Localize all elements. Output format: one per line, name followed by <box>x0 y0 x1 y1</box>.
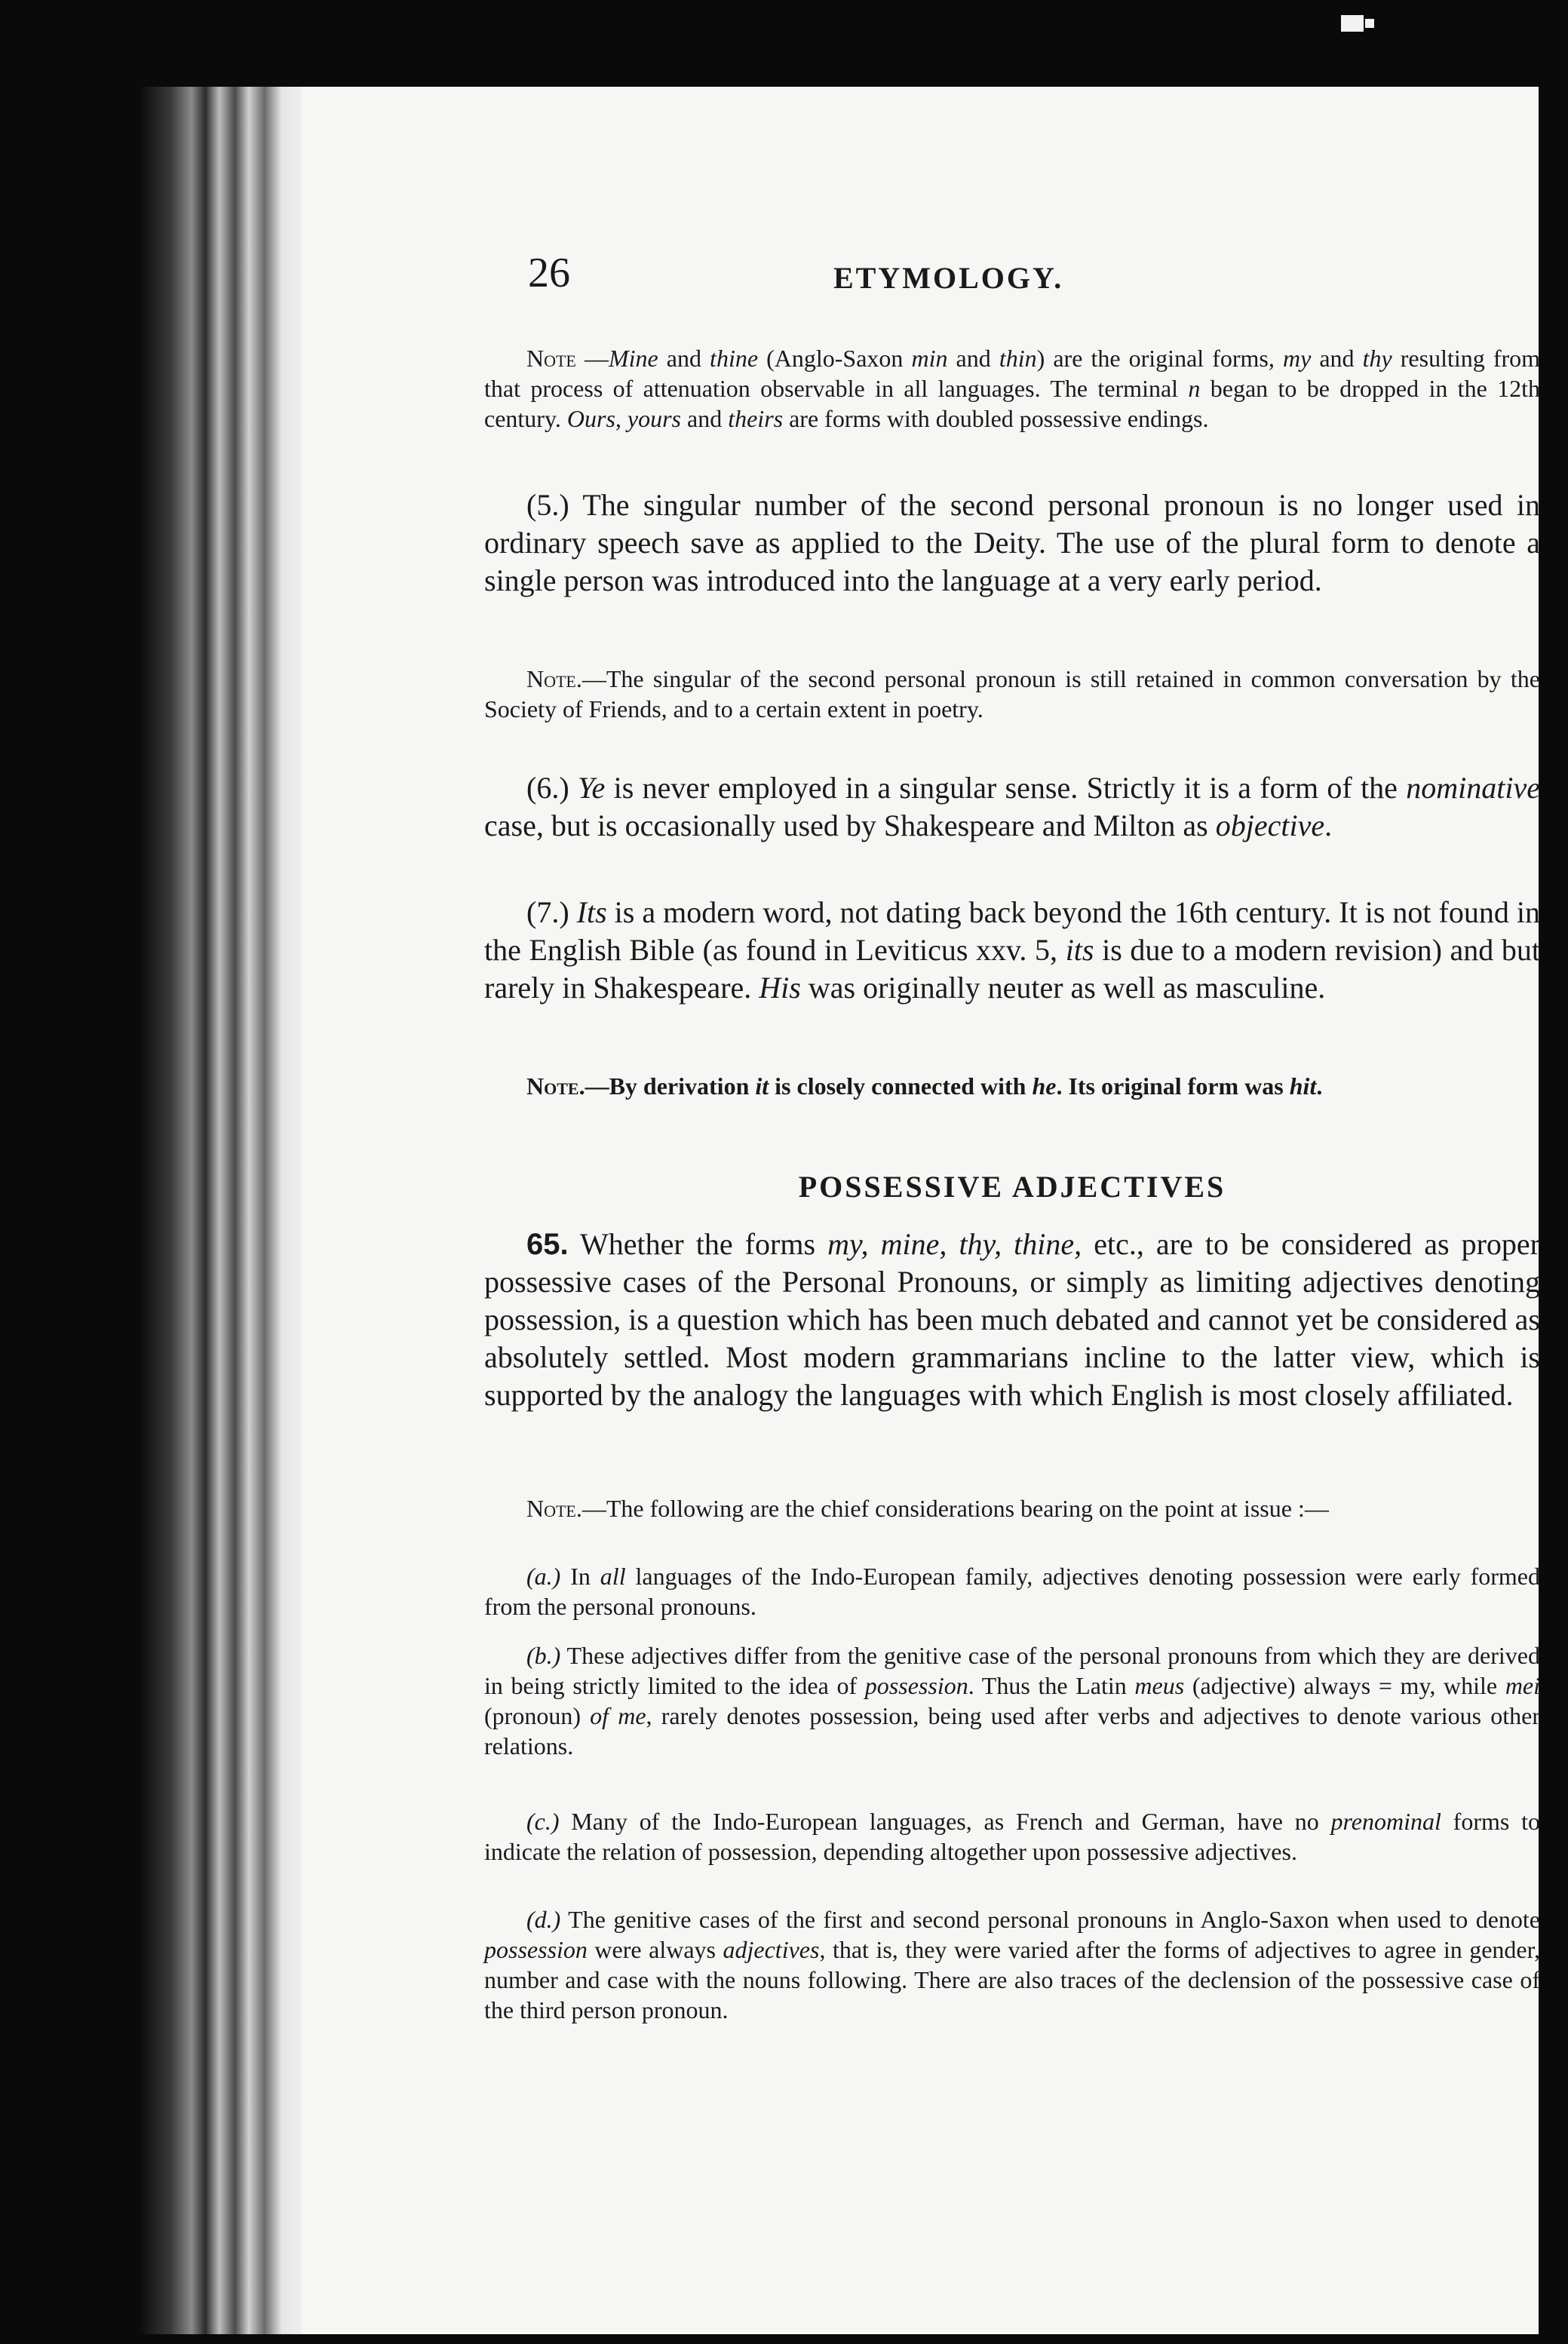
list-item-a: (a.) In all languages of the Indo-European family, adjectives denoting possession were early formed from the personal pronouns. <box>484 1563 1541 1620</box>
note-label: Note <box>526 345 576 372</box>
section-number: 65. <box>526 1228 569 1261</box>
scan-speck <box>1341 15 1364 32</box>
note-2: Note.—The singular of the second personal pronoun is still retained in common conversation by the Society of Friends, and to a certain extent in poetry. <box>484 665 1540 723</box>
note-4: Note.—The following are the chief considerations bearing on the point at issue :— <box>526 1495 1329 1522</box>
note-label: Note <box>526 665 576 692</box>
note-label: Note <box>526 1072 579 1100</box>
page-number: 26 <box>528 250 570 296</box>
paragraph-number: (6.) <box>526 771 569 805</box>
note-3: Note.—By derivation it is closely connected with he. Its original form was hit. <box>526 1072 1323 1100</box>
paragraph-5: (5.) The singular number of the second personal pronoun is no longer used in ordinary speech save as applied to the Deity. The use of the plural form to denote a single person was introduced into the language at a very early period. <box>484 488 1540 597</box>
paragraph-7: (7.) Its is a modern word, not dating back beyond the 16th century. It is not found in the English Bible (as found in Leviticus xxv. 5, its is due to a modern revision) and but rarely in Shakespeare. His was originally neuter as well as masculine. <box>484 895 1541 1005</box>
section-heading: POSSESSIVE ADJECTIVES <box>798 1170 1226 1204</box>
scan-speck <box>1365 19 1374 28</box>
list-label: (b.) <box>526 1642 561 1669</box>
page-content <box>226 181 1541 2293</box>
paragraph-65: 65. Whether the forms my, mine, thy, thine, etc., are to be considered as proper possessive cases of the Personal Pronouns, or simply as limiting adjectives denoting possession, is a question which has been much debated and cannot yet be considered as absolutely settled. Most modern grammarians incline to the latter view, which is supported by the analogy the languages with which English is most closely affiliated. <box>484 1227 1540 1412</box>
list-label: (d.) <box>526 1906 561 1933</box>
running-head: ETYMOLOGY. <box>833 261 1064 295</box>
paragraph-number: (7.) <box>526 895 569 929</box>
paragraph-number: (5.) <box>526 488 569 522</box>
list-item-c: (c.) Many of the Indo-European languages, as French and German, have no prenominal forms to indicate the relation of possession, depending altogether upon possessive adjectives. <box>484 1808 1541 1865</box>
list-item-b: (b.) These adjectives differ from the genitive case of the personal pronouns from which they are derived in being strictly limited to the idea of possession. Thus the Latin meus (adjective) always = my, while mei (pronoun) of me, rarely denotes possession, being used after verbs and adjectives to denote various other relations. <box>484 1642 1541 1760</box>
note-label: Note <box>526 1495 576 1522</box>
note-1: Note —Mine and thine (Anglo-Saxon min and thin) are the original forms, my and thy resulting from that process of attenuation observable in all languages. The terminal n began to be dropped in the 12th century. Ours, yours and theirs are forms with doubled possessive endings. <box>484 345 1541 432</box>
page-header <box>528 249 1568 332</box>
list-label: (a.) <box>526 1563 561 1590</box>
list-label: (c.) <box>526 1808 560 1835</box>
paragraph-6: (6.) Ye is never employed in a singular sense. Strictly it is a form of the nominative case, but is occasionally used by Shakespeare and Milton as objective. <box>484 771 1541 842</box>
list-item-d: (d.) The genitive cases of the first and second personal pronouns in Anglo-Saxon when used to denote possession were always adjectives, that is, they were varied after the forms of adjectives to agree in gender, number and case with the nouns following. There are also traces of the declension of the possessive case of the third person pronoun. <box>484 1906 1541 2023</box>
